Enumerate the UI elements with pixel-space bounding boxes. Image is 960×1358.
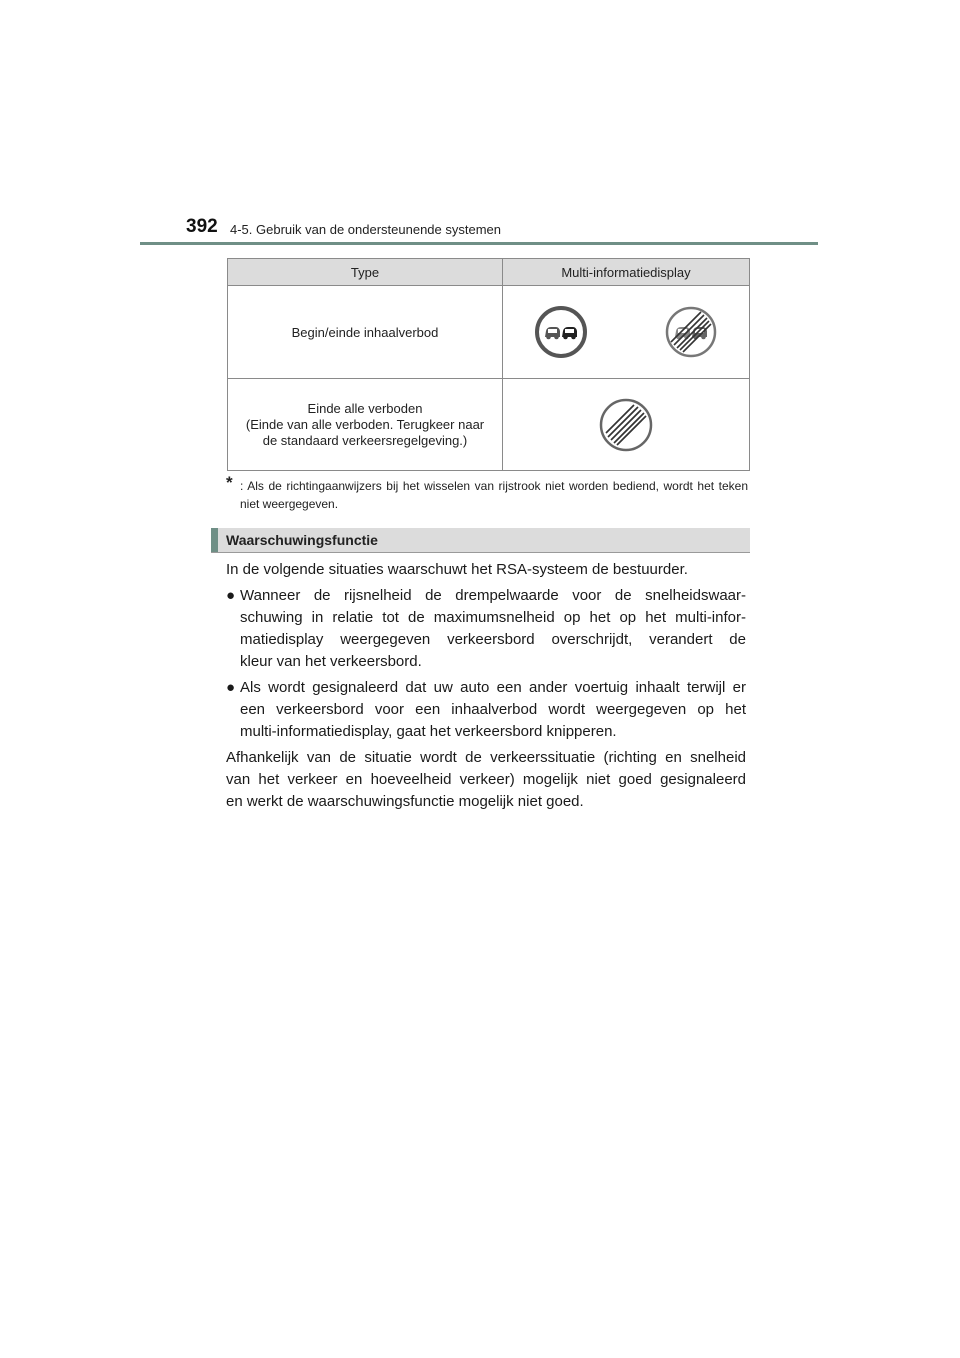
bullet-line: matiedisplay weergegeven verkeersbord overschrijdt, verandert de xyxy=(240,631,746,648)
type-label-line: de standaard verkeersregelgeving.) xyxy=(262,432,468,448)
footnote xyxy=(226,473,748,513)
page-number: 392 xyxy=(186,216,218,237)
sign-table xyxy=(227,258,750,471)
bullet-line: een verkeersbord voor een inhaalverbod wordt weergegeven op het xyxy=(240,701,746,718)
section-heading xyxy=(211,528,750,553)
column-header-display: Multi-informatiedisplay xyxy=(503,259,750,286)
type-label: Begin/einde inhaalverbod xyxy=(291,324,439,340)
footnote-marker: * xyxy=(226,473,233,492)
intro-paragraph: In de volgende situaties waarschuwt het RSA-systeem de bestuurder. xyxy=(226,561,688,578)
type-label-line: Einde alle verboden xyxy=(307,400,423,416)
table-row xyxy=(228,379,750,471)
closing-line: Afhankelijk van de situatie wordt de verkeerssituatie (richting en snelheid xyxy=(226,749,746,766)
list-item xyxy=(226,585,746,673)
type-label-line: (Einde van alle verboden. Terugkeer naar xyxy=(245,416,485,432)
footnote-text: : Als de richtingaanwijzers bij het wisselen van rijstrook niet worden bediend, wordt het teken niet weergegeven. xyxy=(240,479,748,511)
bullet-line: Wanneer de rijsnelheid de drempelwaarde voor de snelheidswaar- xyxy=(240,587,746,604)
table-row xyxy=(228,286,750,379)
no-overtaking-sign-icon xyxy=(535,306,587,358)
bullet-line: kleur van het verkeersbord. xyxy=(240,653,422,670)
section-title: 4-5. Gebruik van de ondersteunende systemen xyxy=(230,222,502,237)
type-cell xyxy=(228,379,503,471)
closing-line: van het verkeer en hoeveelheid verkeer) mogelijk niet goed gesignaleerd xyxy=(226,771,746,788)
section-heading-text: Waarschuwingsfunctie xyxy=(226,532,378,548)
table-header-row xyxy=(228,259,750,286)
bullet-line: Als wordt gesignaleerd dat uw auto een ander voertuig inhaalt terwijl er xyxy=(240,679,746,696)
sign-cell xyxy=(503,286,750,379)
heading-accent xyxy=(211,528,218,552)
closing-line: en werkt de waarschuwingsfunctie mogelijk niet goed. xyxy=(226,793,584,810)
bullet-line: schuwing in relatie tot de maximumsnelheid op het op het multi-infor- xyxy=(240,609,746,626)
column-header-type: Type xyxy=(228,259,503,286)
closing-paragraph xyxy=(226,747,746,813)
end-all-restrictions-sign-icon xyxy=(599,398,653,452)
bullet-dot: ● xyxy=(226,679,236,696)
sign-cell xyxy=(503,379,750,471)
header-rule xyxy=(140,242,818,245)
body-text xyxy=(226,559,746,813)
bullet-dot: ● xyxy=(226,587,236,604)
type-cell xyxy=(228,286,503,379)
end-no-overtaking-sign-icon xyxy=(665,306,717,358)
list-item xyxy=(226,677,746,743)
bullet-line: multi-informatiedisplay, gaat het verkeersbord knipperen. xyxy=(240,723,617,740)
